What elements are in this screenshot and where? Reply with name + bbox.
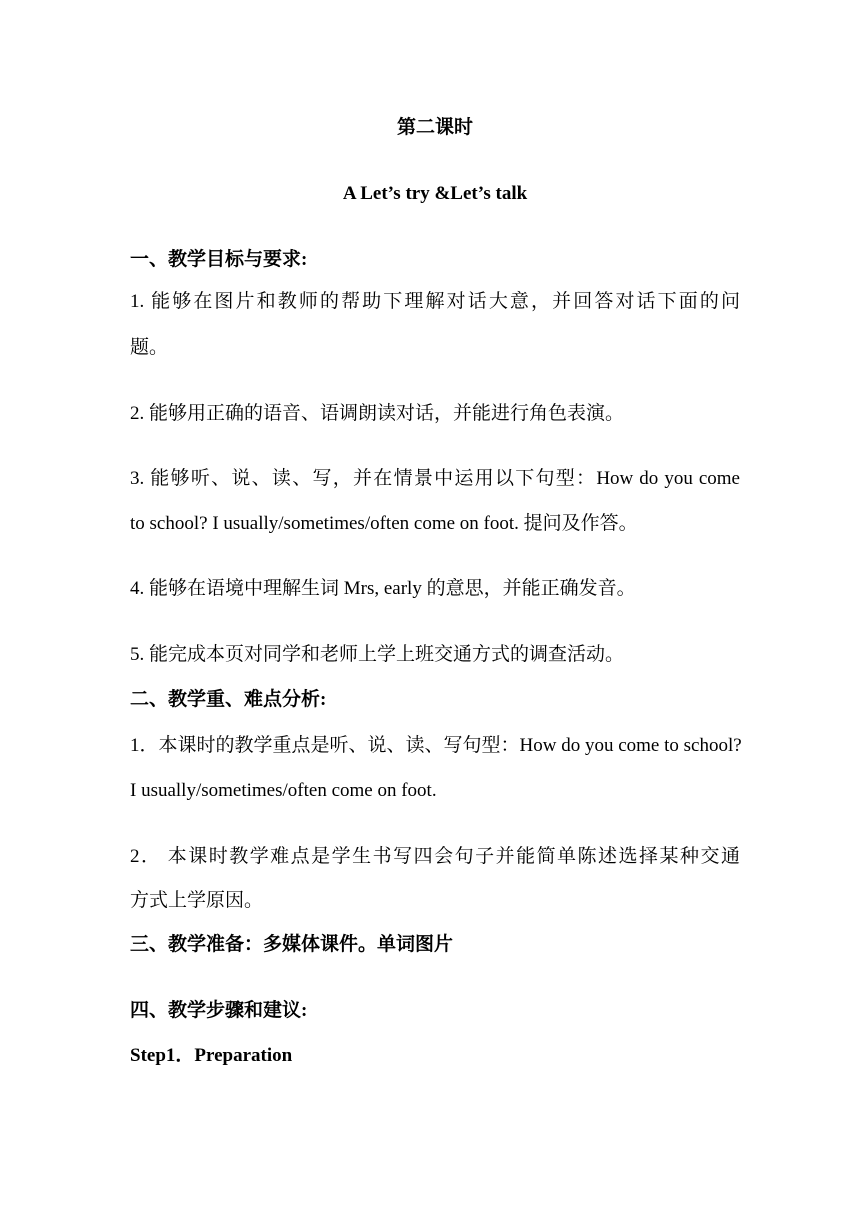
- page-title: 第二课时: [396, 117, 473, 138]
- objective-1-line-2: 题。: [130, 337, 169, 358]
- objective-4: 4. 能够在语境中理解生词 Mrs, early 的意思，并能正确发音。: [130, 578, 636, 599]
- objective-2: 2. 能够用正确的语音、语调朗读对话，并能进行角色表演。: [130, 403, 625, 424]
- objective-1-line-1: 1. 能够在图片和教师的帮助下理解对话大意，并回答对话下面的问: [130, 291, 740, 312]
- step-1-heading: Step1．Preparation: [130, 1045, 293, 1066]
- objective-3-line-1: 3. 能够听、说、读、写，并在情景中运用以下句型：How do you come: [130, 468, 740, 489]
- section-heading-key-points: 二、教学重、难点分析:: [130, 689, 327, 710]
- section-heading-objectives: 一、教学目标与要求:: [130, 249, 308, 270]
- key-point-2-line-2: 方式上学原因。: [130, 890, 264, 911]
- objective-5: 5. 能完成本页对同学和老师上学上班交通方式的调查活动。: [130, 644, 625, 665]
- key-point-1-line-2: I usually/sometimes/often come on foot.: [130, 780, 437, 801]
- section-heading-preparation: 三、教学准备：多媒体课件。单词图片: [130, 934, 454, 955]
- key-point-2-line-1: 2． 本课时教学难点是学生书写四会句子并能简单陈述选择某种交通: [130, 846, 740, 867]
- objective-3-line-2: to school? I usually/sometimes/often come on foot. 提问及作答。: [130, 513, 638, 534]
- section-heading-steps: 四、教学步骤和建议:: [130, 1000, 308, 1021]
- lesson-subtitle: A Let’s try &Let’s talk: [342, 183, 528, 204]
- key-point-1-line-1: 1．本课时的教学重点是听、说、读、写句型：How do you come to school?: [130, 735, 742, 756]
